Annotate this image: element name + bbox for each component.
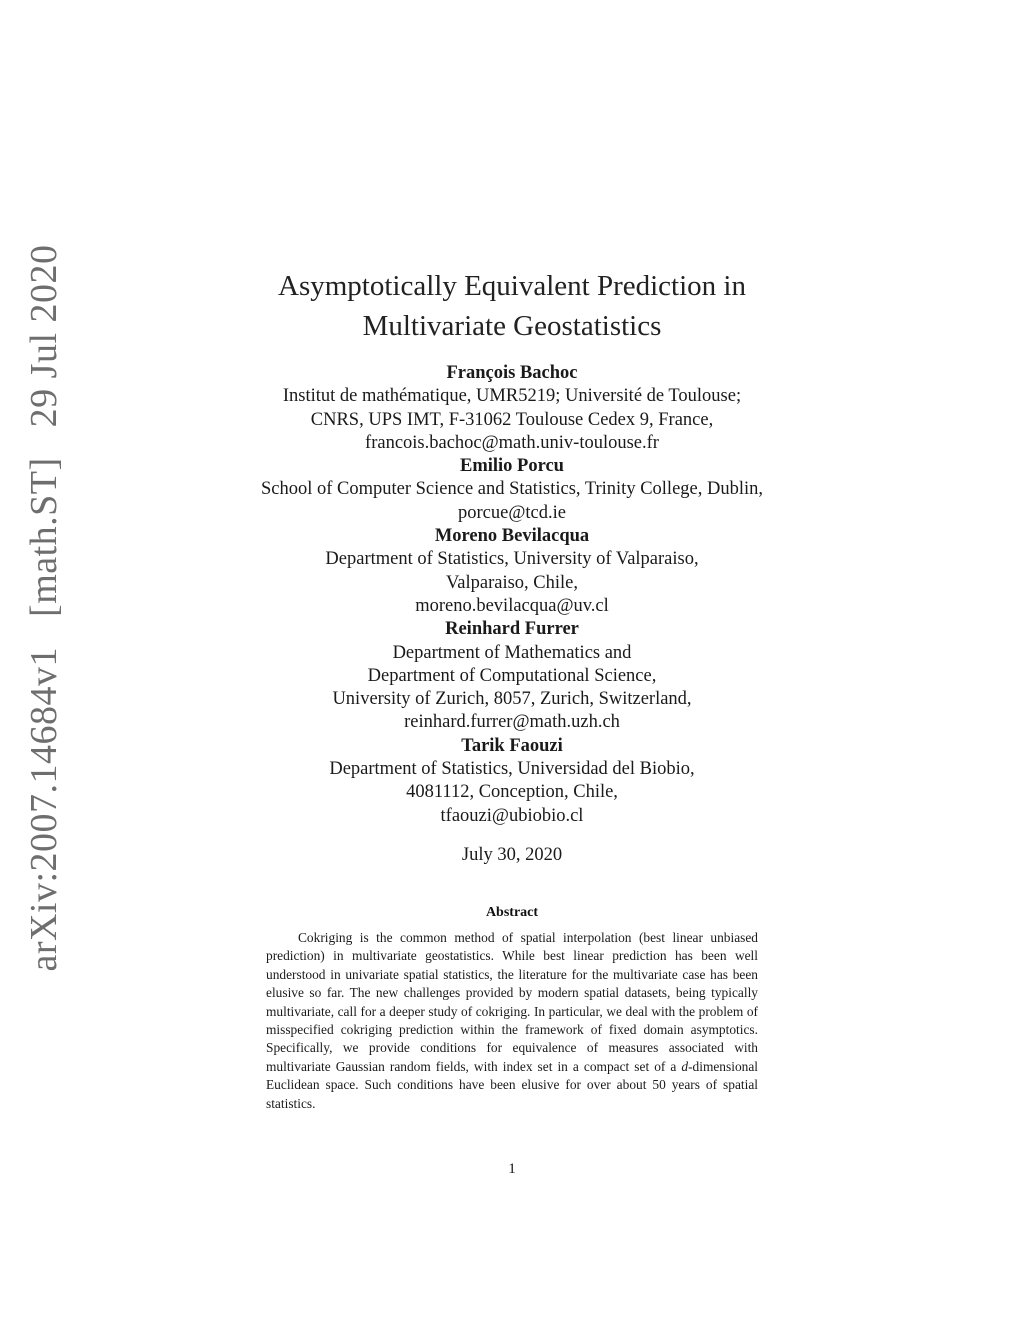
author-affiliation: Institut de mathématique, UMR5219; Université de Toulouse; [282,386,742,407]
author-name: Reinhard Furrer [445,619,579,640]
author-4 [0,618,1024,734]
abstract-text-part-2: -dimensional Euclidean space. Such conditions have been elusive for over about 50 years of spatial statistics. [266,1058,758,1111]
author-affiliation: Department of Statistics, Universidad del Biobio, [329,759,695,780]
author-email: reinhard.furrer@math.uzh.ch [404,712,620,733]
publication-date: July 30, 2020 [461,845,563,865]
title-line-2: Multivariate Geostatistics [362,310,662,342]
author-affiliation: Valparaiso, Chile, [445,572,579,593]
author-affiliation: Department of Statistics, University of Valparaiso, [325,549,699,570]
author-2 [0,455,1024,525]
author-affiliation: School of Computer Science and Statistics, Trinity College, Dublin, [260,479,764,500]
author-3 [0,525,1024,618]
author-affiliation: University of Zurich, 8057, Zurich, Switzerland, [332,689,692,710]
page-number: 1 [508,1161,516,1177]
arxiv-category: [math.ST] [23,457,65,617]
abstract-text-part-1: Cokriging is the common method of spatial interpolation (best linear unbiased prediction) in multivariate geostatistics. While best linear prediction has been well understood in univariate spatial statistics, the literature for the multivariate case has been elusive so far. The new challenges provided by modern spatial datasets, being typically multivariate, call for a deeper study of cokriging. In particular, we deal with the problem of misspecified cokriging prediction within the framework of fixed domain asymptotics. Specifically, we provide conditions for equivalence of measures associated with multivariate Gaussian random fields, with index set in a compact set of a [266,930,758,1074]
author-email: moreno.bevilacqua@uv.cl [415,595,609,616]
author-affiliation: CNRS, UPS IMT, F-31062 Toulouse Cedex 9, France, [310,409,714,430]
abstract-text [266,929,758,1113]
author-name: Moreno Bevilacqua [434,526,590,547]
author-affiliation: 4081112, Conception, Chile, [406,782,618,803]
author-5 [0,735,1024,828]
paper-title [0,266,1024,346]
author-name: Tarik Faouzi [461,735,563,756]
author-email: francois.bachoc@math.univ-toulouse.fr [365,432,659,453]
arxiv-date: 29 Jul 2020 [23,244,65,428]
author-affiliation: Department of Mathematics and [392,642,632,663]
abstract-heading: Abstract [485,905,539,920]
title-line-1: Asymptotically Equivalent Prediction in [278,270,746,302]
author-name: Emilio Porcu [460,456,564,477]
dimension-symbol: d [681,1058,689,1074]
author-name: François Bachoc [446,363,578,383]
author-1 [0,362,1024,455]
author-block [0,362,1024,828]
author-email: tfaouzi@ubiobio.cl [440,805,584,826]
author-email: porcue@tcd.ie [458,502,566,523]
author-affiliation: Department of Computational Science, [367,665,657,686]
arxiv-id: arXiv:2007.14684v1 [23,646,65,972]
